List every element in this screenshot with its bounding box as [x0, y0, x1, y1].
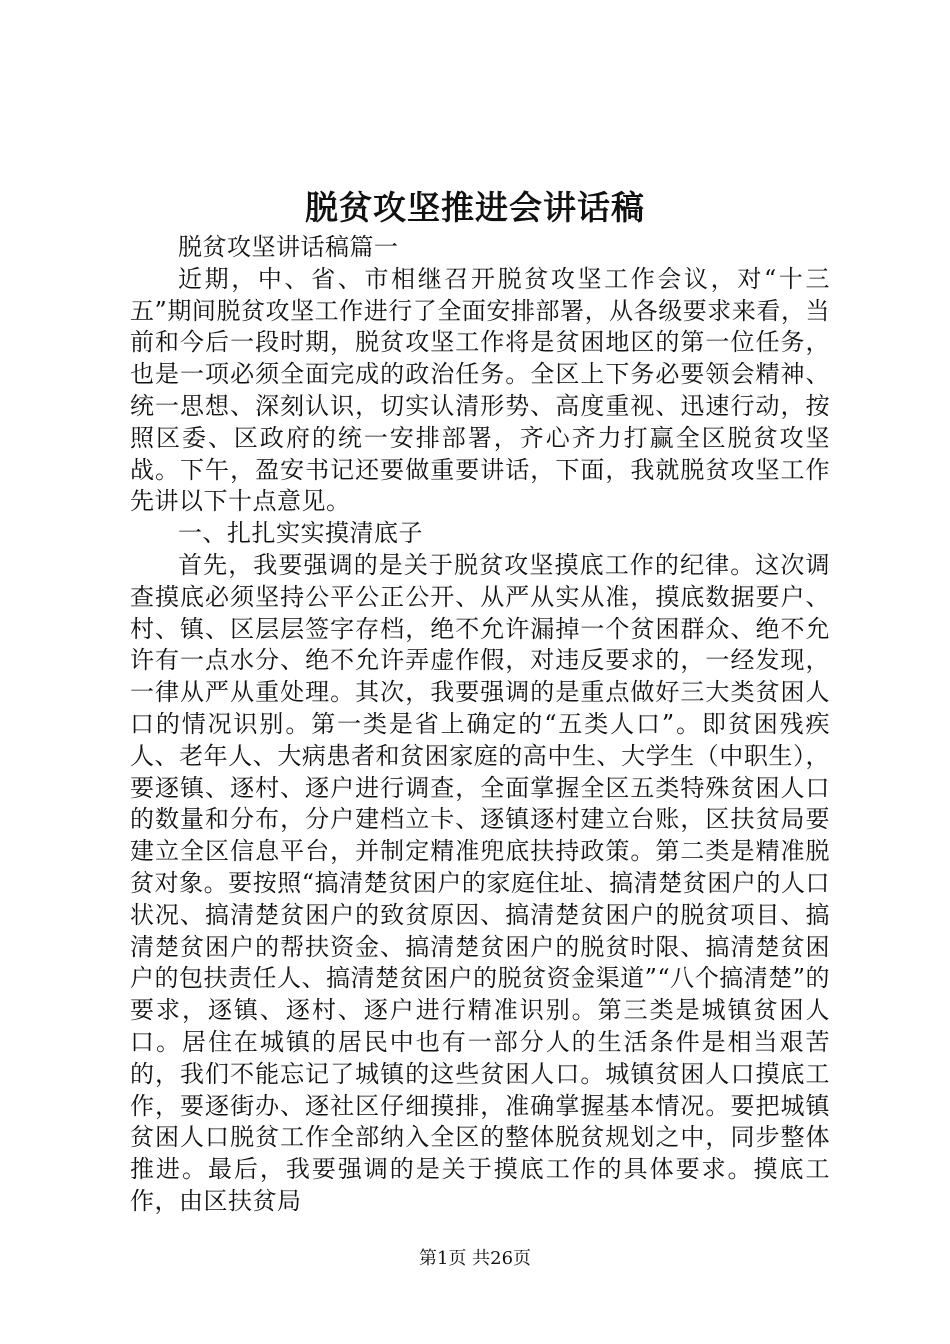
document-body [130, 232, 830, 1218]
section-heading: 一、扎扎实实摸清底子 [178, 519, 423, 548]
page-footer: 第1页 共26页 [418, 1248, 532, 1269]
body-paragraph: 首先，我要强调的是关于脱贫攻坚摸底工作的纪律。这次调查摸底必须坚持公平公正公开、从严从实从准，摸底数据要户、村、镇、区层层签字存档，绝不允许漏掉一个贫困群众、绝不允许有一点水分、绝不允许弄虚作假，对违反要求的，一经发现，一律从严从重处理。其次，我要强调的是重点做好三大类贫困人口的情况识别。第一类是省上确定的“五类人口”。即贫困残疾人、老年人、大病患者和贫困家庭的高中生、大学生（中职生），要逐镇、逐村、逐户进行调查，全面掌握全区五类特殊贫困人口的数量和分布，分户建档立卡、逐镇逐村建立台账，区扶贫局要建立全区信息平台，并制定精准兜底扶持政策。第二类是精准脱贫对象。要按照“搞清楚贫困户的家庭住址、搞清楚贫困户的人口状况、搞清楚贫困户的致贫原因、搞清楚贫困户的脱贫项目、搞清楚贫困户的帮扶资金、搞清楚贫困户的脱贫时限、搞清楚贫困户的包扶责任人、搞清楚贫困户的脱贫资金渠道”“八个搞清楚”的要求，逐镇、逐村、逐户进行精准识别。第三类是城镇贫困人口。居住在城镇的居民中也有一部分人的生活条件是相当艰苦的，我们不能忘记了城镇的这些贫困人口。城镇贫困人口摸底工作，要逐街办、逐社区仔细摸排，准确掌握基本情况。要把城镇贫困人口脱贫工作全部纳入全区的整体脱贫规划之中，同步整体推进。最后，我要强调的是关于摸底工作的具体要求。摸底工作，由区扶贫局 [130, 550, 830, 1215]
section-subtitle: 脱贫攻坚讲话稿篇一 [178, 233, 399, 261]
body-paragraph: 近期，中、省、市相继召开脱贫攻坚工作会议，对“十三五”期间脱贫攻坚工作进行了全面安排部署，从各级要求来看，当前和今后一段时期，脱贫攻坚工作将是贫困地区的第一位任务，也是一项必须全面完成的政治任务。全区上下务必要领会精神、统一思想、深刻认识，切实认清形势、高度重视、迅速行动，按照区委、区政府的统一安排部署，齐心齐力打赢全区脱贫攻坚战。下午，盈安书记还要做重要讲话，下面，我就脱贫攻坚工作先讲以下十点意见。 [130, 264, 830, 516]
document-title: 脱贫攻坚推进会讲话稿 [305, 188, 645, 227]
